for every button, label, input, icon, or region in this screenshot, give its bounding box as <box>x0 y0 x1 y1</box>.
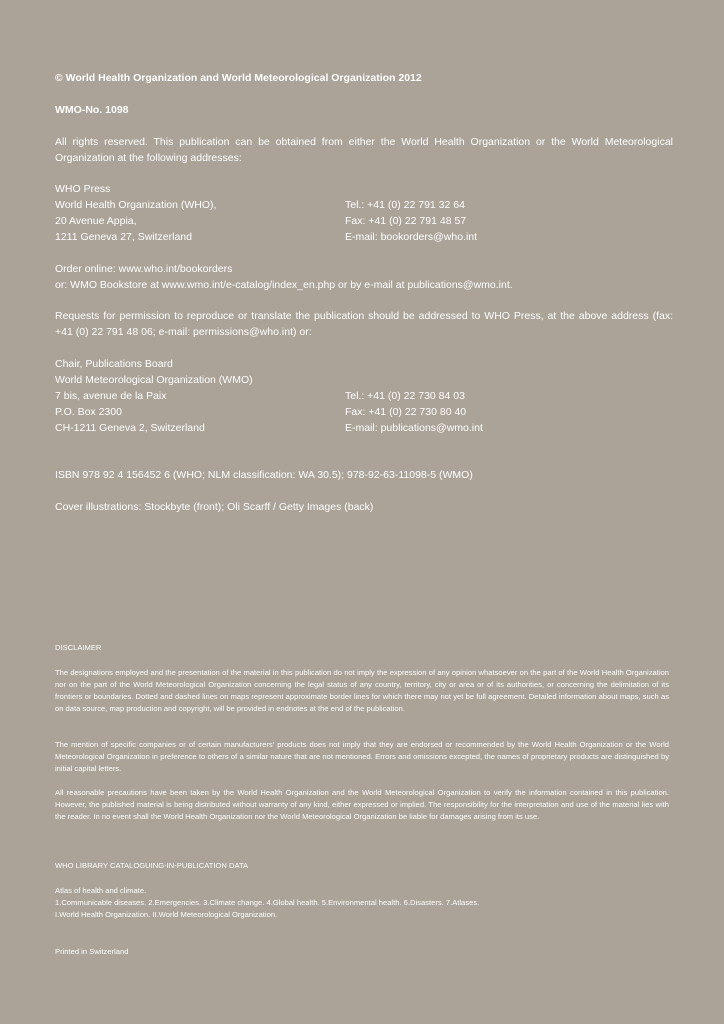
wmo-org: World Meteorological Organization (WMO) <box>55 374 253 386</box>
wmo-board-name: Chair, Publications Board <box>55 358 173 370</box>
wmo-number-text: WMO-No. 1098 <box>55 104 129 116</box>
wmo-number <box>55 102 675 118</box>
cover-credit-text: Cover illustrations: Stockbyte (front); Oli Scarff / Getty Images (back) <box>55 501 374 513</box>
who-address-row-1 <box>55 197 675 213</box>
isbn-text: ISBN 978 92 4 156452 6 (WHO; NLM classification: WA 30.5); 978-92-63-11098-5 (WMO) <box>55 469 473 481</box>
catalogue-orgs: I.World Health Organization. II.World Meteorological Organization. <box>55 910 278 919</box>
disclaimer-heading <box>55 642 675 654</box>
wmo-address-row-1 <box>55 388 675 404</box>
who-address-row-2 <box>55 213 675 229</box>
order-block <box>55 261 675 293</box>
wmo-box: P.O. Box 2300 <box>55 406 122 418</box>
printed-in <box>55 946 675 958</box>
rights-paragraph <box>55 134 673 166</box>
catalogue-entry <box>55 885 675 921</box>
cover-credit <box>55 499 675 515</box>
catalogue-subjects: 1.Communicable diseases. 2.Emergencies. 3.Climate change. 4.Global health. 5.Environmental health. 6.Disasters. 7.Atlases. <box>55 898 480 907</box>
wmo-address-block <box>55 356 675 436</box>
wmo-fax: Fax: +41 (0) 22 730 80 40 <box>345 406 467 418</box>
who-fax: Fax: +41 (0) 22 791 48 57 <box>345 215 467 227</box>
wmo-bookstore-link[interactable]: or: WMO Bookstore at www.wmo.int/e-catalog/index_en.php or by e-mail at publications@wmo.int. <box>55 279 513 291</box>
disclaimer-paragraph-2 <box>55 739 669 775</box>
disclaimer-p2-text: The mention of specific companies or of certain manufacturers' products does not imply that they are endorsed or recommended by the World Health Organization or the World Meteorological Organization in preference to others of a similar nature that are not mentioned. Errors and omissions excepted, the names of proprietary products are distinguished by initial capital letters. <box>55 740 669 773</box>
who-email: E-mail: bookorders@who.int <box>345 231 478 243</box>
disclaimer-paragraph-1 <box>55 667 669 715</box>
disclaimer-p1-text: The designations employed and the presentation of the material in this publication do not imply the expression of any opinion whatsoever on the part of the World Health Organization nor on the part of the World Meteorological Organization concerning the legal status of any country, territory, city or area or of its authorities, or concerning the delimitation of its frontiers or boundaries. Dotted and dashed lines on maps represent approximate border lines for which there may not yet be full agreement. Detailed information about maps, such as on data source, map production and copyright, will be provided in endnotes at the end of the publication. <box>55 668 669 713</box>
who-tel: Tel.: +41 (0) 22 791 32 64 <box>345 199 465 211</box>
printed-in-text: Printed in Switzerland <box>55 947 129 956</box>
catalogue-title: Atlas of health and climate. <box>55 886 147 895</box>
order-online-link[interactable]: Order online: www.who.int/bookorders <box>55 263 233 275</box>
wmo-street: 7 bis, avenue de la Paix <box>55 390 167 402</box>
who-press-name: WHO Press <box>55 183 111 195</box>
isbn-line <box>55 467 675 483</box>
who-address-row-3 <box>55 229 675 245</box>
who-street: 20 Avenue Appia, <box>55 215 137 227</box>
who-org: World Health Organization (WHO), <box>55 199 217 211</box>
rights-text: All rights reserved. This publication can be obtained from either the World Health Organization or the World Meteorological Organization at the following addresses: <box>55 136 673 164</box>
wmo-tel: Tel.: +41 (0) 22 730 84 03 <box>345 390 465 402</box>
who-address-block <box>55 181 675 245</box>
permission-paragraph <box>55 308 673 340</box>
copyright-text: © World Health Organization and World Meteorological Organization 2012 <box>55 72 422 84</box>
wmo-address-row-2 <box>55 404 675 420</box>
copyright-line <box>55 70 675 86</box>
catalogue-heading <box>55 860 675 872</box>
who-city: 1211 Geneva 27, Switzerland <box>55 231 192 243</box>
wmo-address-row-3 <box>55 420 675 436</box>
disclaimer-heading-text: DISCLAIMER <box>55 643 102 652</box>
catalogue-heading-text: WHO LIBRARY CATALOGUING-IN-PUBLICATION DATA <box>55 861 249 870</box>
disclaimer-paragraph-3 <box>55 787 669 823</box>
wmo-email: E-mail: publications@wmo.int <box>345 422 483 434</box>
wmo-city: CH-1211 Geneva 2, Switzerland <box>55 422 205 434</box>
disclaimer-p3-text: All reasonable precautions have been taken by the World Health Organization and the World Meteorological Organization to verify the information contained in this publication. However, the published material is being distributed without warranty of any kind, either expressed or implied. The responsibility for the interpretation and use of the material lies with the reader. In no event shall the World Health Organization nor the World Meteorological Organization be liable for damages arising from its use. <box>55 788 669 821</box>
permission-text: Requests for permission to reproduce or translate the publication should be addressed to WHO Press, at the above address (fax: +41 (0) 22 791 48 06; e-mail: permissions@who.int) or: <box>55 310 673 338</box>
